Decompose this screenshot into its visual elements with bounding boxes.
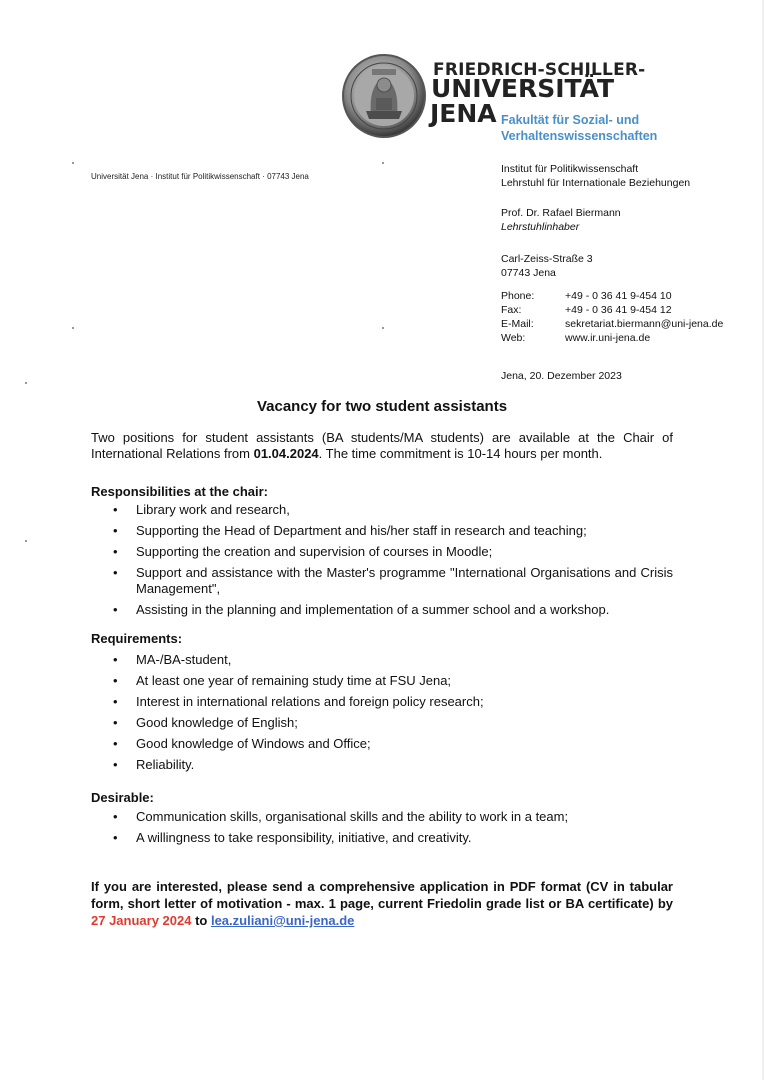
sender-line: Universität Jena · Institut für Politikwissenschaft · 07743 Jena	[91, 172, 309, 181]
contact-value[interactable]: +49 - 0 36 41 9-454 10	[565, 290, 672, 302]
list-item: • A willingness to take responsibility, initiative, and creativity.	[91, 830, 673, 846]
street: Carl-Zeiss-Straße 3	[501, 253, 593, 265]
institute-name: Institut für Politikwissenschaft	[501, 163, 639, 175]
list-item: • MA-/BA-student,	[91, 652, 673, 668]
fold-mark	[25, 382, 27, 384]
closing-text: If you are interested, please send a comprehensive application in PDF format (CV in tabular form, short letter of motivation - max. 1 page, current Friedolin grade list or BA certificate) by	[91, 879, 673, 911]
contact-value: +49 - 0 36 41 9-454 12	[565, 304, 672, 316]
contact-phone	[501, 289, 723, 303]
closing-paragraph	[91, 878, 673, 929]
contact-block	[501, 289, 723, 345]
faculty-line-1: Fakultät für Sozial- und	[501, 113, 640, 127]
intro-text-2: . The time commitment is 10-14 hours per month.	[318, 446, 603, 461]
list-item: • Assisting in the planning and implementation of a summer school and a workshop.	[91, 602, 673, 618]
contact-fax	[501, 303, 723, 317]
list-item: • Library work and research,	[91, 502, 673, 518]
professor-block	[501, 206, 621, 234]
letter-date: Jena, 20. Dezember 2023	[501, 370, 622, 382]
list-item: • Interest in international relations and foreign policy research;	[91, 694, 673, 710]
list-item: • Good knowledge of Windows and Office;	[91, 736, 673, 752]
contact-label: Web:	[501, 332, 526, 344]
closing-to: to	[191, 913, 211, 928]
list-item: • Supporting the Head of Department and his/her staff in research and teaching;	[91, 523, 673, 539]
contact-label: E-Mail:	[501, 318, 534, 330]
list-item: • Communication skills, organisational skills and the ability to work in a team;	[91, 809, 673, 825]
faculty-name	[501, 112, 657, 144]
logo-line-1: FRIEDRICH-SCHILLER-	[433, 60, 646, 80]
requirements-heading: Requirements:	[91, 631, 183, 646]
desirable-heading: Desirable:	[91, 790, 154, 805]
contact-web	[501, 331, 723, 345]
requirements-list	[91, 652, 673, 778]
address-block	[501, 252, 593, 280]
list-item: • Support and assistance with the Master's programme "International Organisations and Crisis Management",	[91, 565, 673, 597]
contact-email-link[interactable]: lea.zuliani@uni-jena.de	[210, 913, 355, 928]
fold-mark	[382, 327, 384, 329]
contact-label: Fax:	[501, 304, 522, 316]
list-item: • Good knowledge of English;	[91, 715, 673, 731]
logo-line-2: UNIVERSITÄT	[431, 74, 615, 103]
responsibilities-list	[91, 502, 673, 623]
list-item: • At least one year of remaining study time at FSU Jena;	[91, 673, 673, 689]
intro-text-1: Two positions for student assistants (BA students/MA students) are available at the Chair of International Relations from	[91, 430, 673, 461]
fold-mark	[25, 540, 27, 542]
intro-start-date: 01.04.2024	[253, 446, 319, 461]
university-seal-icon	[341, 53, 427, 139]
professor-role: Lehrstuhlinhaber	[501, 221, 580, 233]
faculty-line-2: Verhaltenswissenschaften	[501, 129, 658, 143]
responsibilities-heading: Responsibilities at the chair:	[91, 484, 268, 499]
city: 07743 Jena	[501, 267, 556, 279]
logo-line-3: JENA	[430, 99, 497, 128]
contact-value[interactable]: www.ir.uni-jena.de	[565, 332, 651, 344]
institute-block	[501, 162, 690, 190]
fold-mark	[382, 162, 384, 164]
list-item: • Reliability.	[91, 757, 673, 773]
fold-mark	[72, 327, 74, 329]
list-item: • Supporting the creation and supervision of courses in Moodle;	[91, 544, 673, 560]
intro-paragraph	[91, 430, 673, 462]
contact-email	[501, 317, 723, 331]
application-deadline: 27 January 2024	[91, 913, 192, 928]
desirable-list	[91, 809, 673, 851]
professor-name: Prof. Dr. Rafael Biermann	[501, 207, 621, 219]
page-title: Vacancy for two student assistants	[256, 398, 508, 415]
contact-label: Phone:	[501, 290, 535, 302]
fold-mark	[72, 162, 74, 164]
chair-name: Lehrstuhl für Internationale Beziehungen	[501, 177, 691, 189]
contact-value[interactable]: sekretariat.biermann@uni-jena.de	[565, 318, 724, 330]
